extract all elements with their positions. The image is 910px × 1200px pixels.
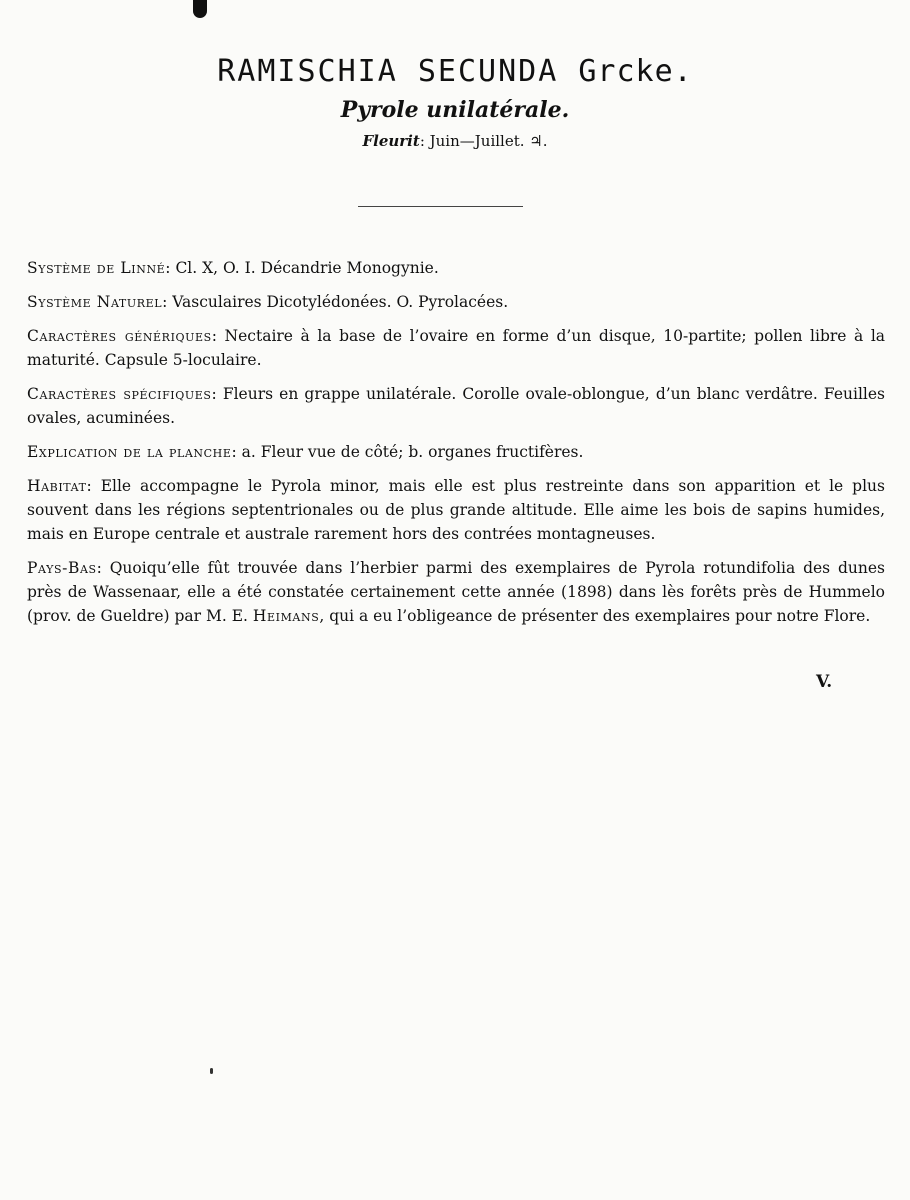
species-name: RAMISCHIA SECUNDA: [217, 54, 559, 89]
section-specifiques: [27, 382, 885, 430]
page-header: [0, 52, 910, 152]
section-text: : Vasculaires Dicotylédonées. O. Pyrolacées.: [162, 293, 509, 311]
section-pays-bas: [27, 556, 885, 628]
section-generiques: [27, 324, 885, 372]
ink-mark: [193, 0, 207, 18]
section-text: : Nectaire à la base de l’ovaire en forme d’un disque, 10-partite; pollen libre à la maturité. Capsule 5-loculaire.: [27, 327, 886, 369]
section-label: Système de Linné: [27, 259, 166, 277]
section-text: : a. Fleur vue de côté; b. organes fructifères.: [231, 443, 584, 461]
section-text: : Quoiqu’elle fût trouvée dans l’herbier parmi des exemplaires de Pyrola rotundifolia des dunes près de Wassenaar, elle a été constatée certainement cette année (1898) dans lès forêts près de Hummelo (prov. de Gueldre) par M. E.: [27, 559, 885, 625]
section-label: Pays-Bas: [27, 559, 97, 577]
divider-rule: [358, 206, 523, 207]
section-explication: [27, 440, 885, 464]
section-text: : Fleurs en grappe unilatérale. Corolle ovale-oblongue, d’un blanc verdâtre. Feuilles ovales, acuminées.: [27, 385, 885, 427]
signature: V.: [816, 672, 833, 692]
document-body: [27, 256, 885, 638]
common-name: Pyrole unilatérale.: [340, 97, 570, 123]
species-author: Grcke.: [578, 54, 693, 89]
section-naturel: [27, 290, 885, 314]
section-label: Caractères génériques: [27, 327, 212, 345]
bloom-line: [0, 130, 910, 152]
bloom-value: : Juin—Juillet. ♃.: [419, 132, 548, 150]
section-label: Système Naturel: [27, 293, 163, 311]
speck: [210, 1068, 213, 1074]
section-habitat: [27, 474, 885, 546]
bloom-label: Fleurit: [362, 132, 420, 150]
person-name: Heimans: [252, 607, 320, 625]
section-label: Explication de la planche: [27, 443, 232, 461]
section-text: : Elle accompagne le Pyrola minor, mais elle est plus restreinte dans son apparition et le plus souvent dans les régions septentrionales ou de plus grande altitude. Elle aime les bois de sapins humides, mais en Europe centrale et australe rarement hors des contrées montagneuses.: [27, 477, 885, 543]
section-label: Habitat: [27, 477, 87, 495]
section-text-end: , qui a eu l’obligeance de présenter des exemplaires pour notre Flore.: [319, 607, 871, 625]
section-text: : Cl. X, O. I. Décandrie Monogynie.: [165, 259, 439, 277]
section-label: Caractères spécifiques: [27, 385, 212, 403]
page-title: [0, 52, 910, 92]
section-linne: [27, 256, 885, 280]
